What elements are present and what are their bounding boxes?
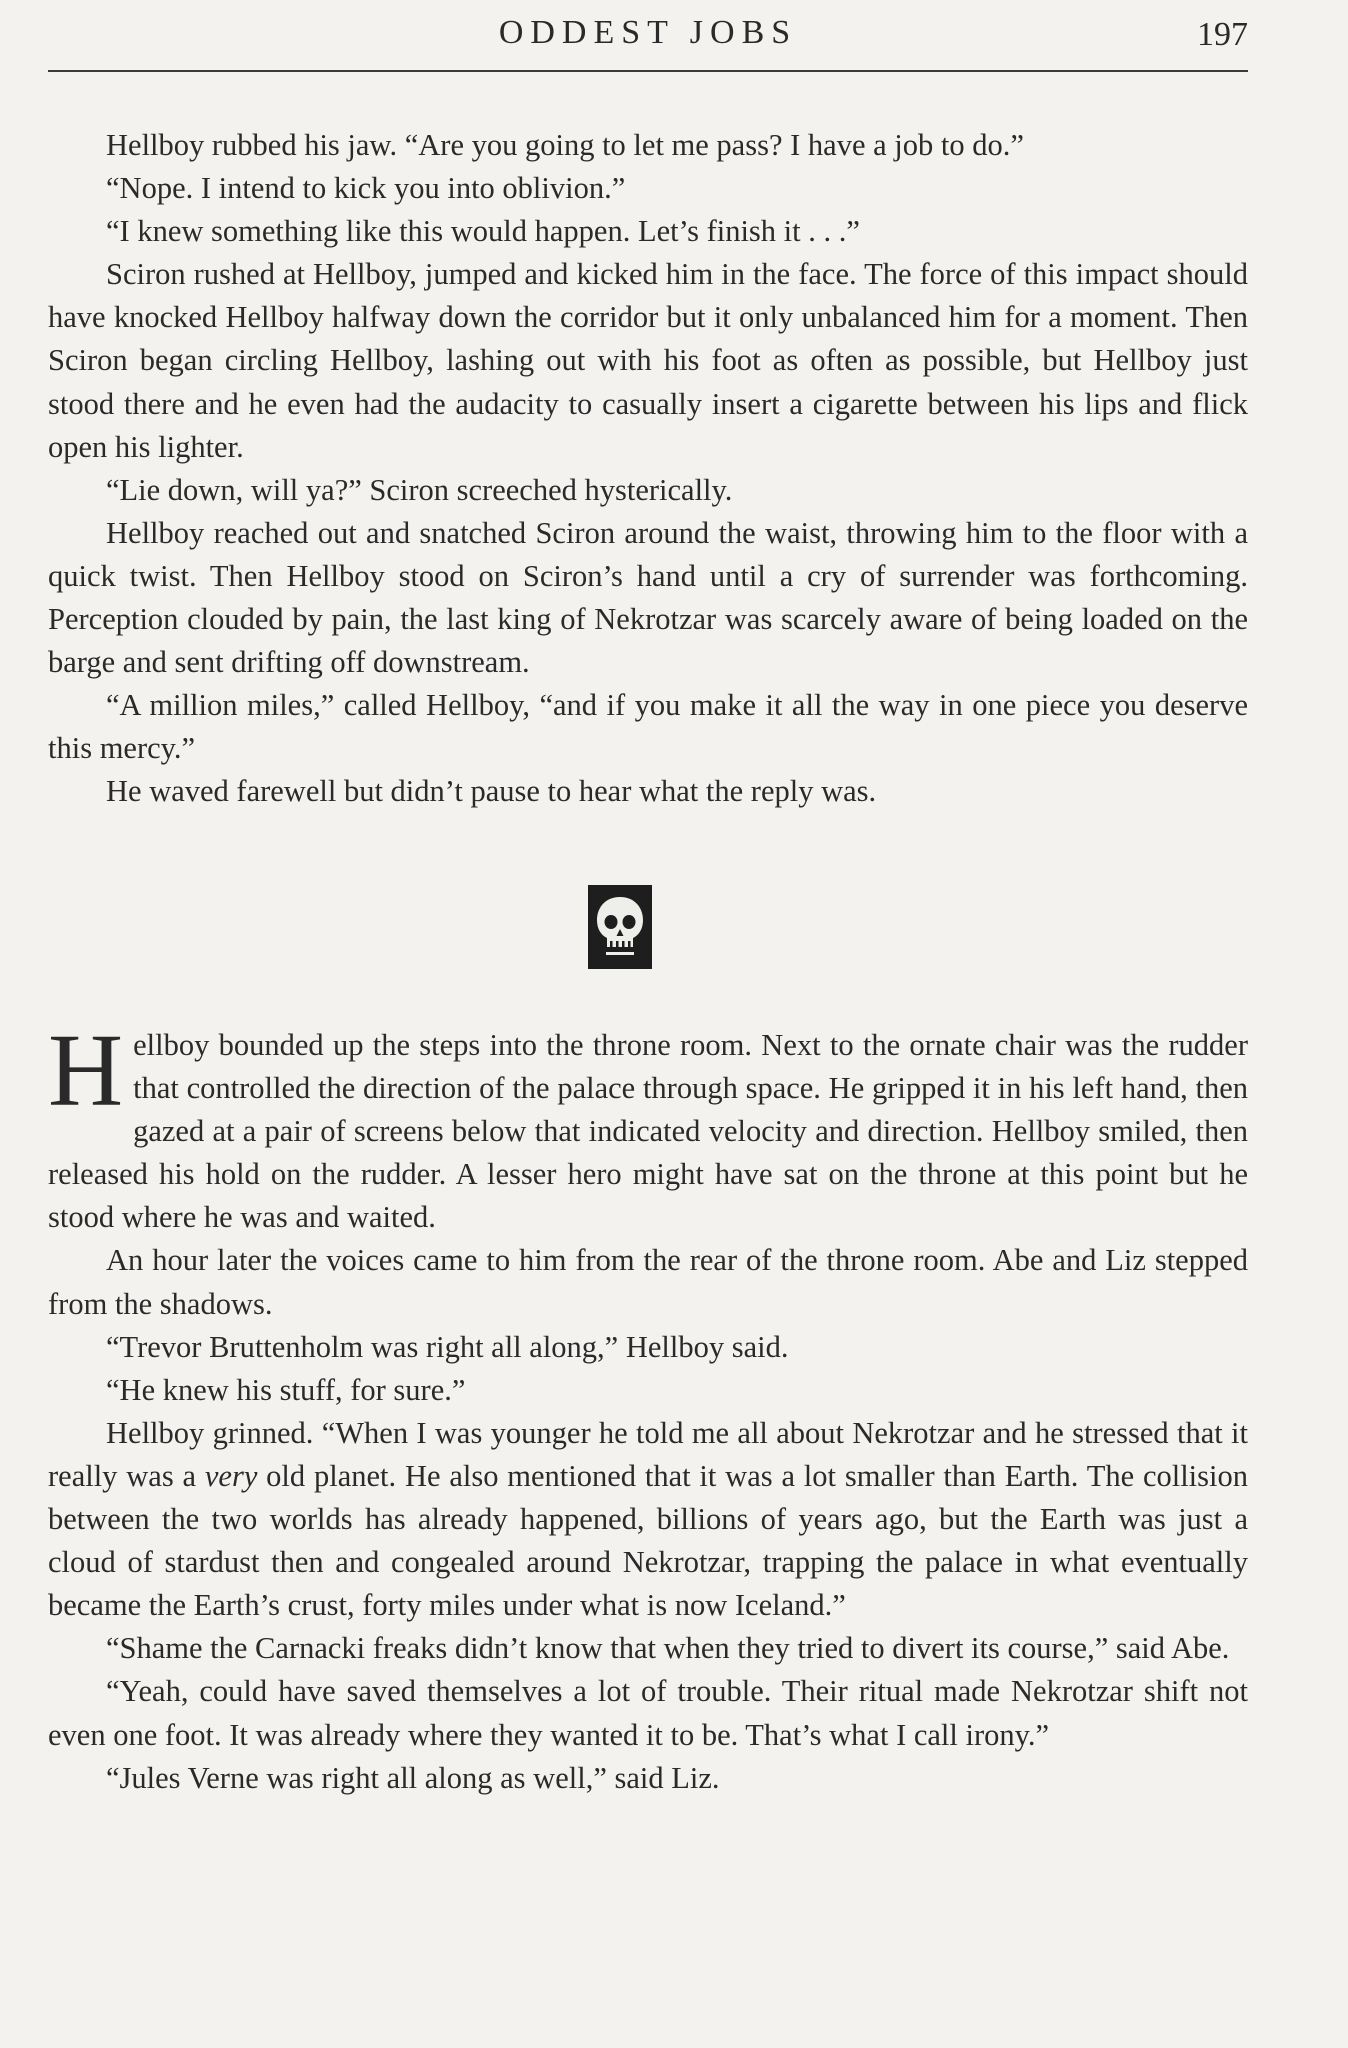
paragraph: Hellboy reached out and snatched Sciron around the waist, throwing him to the floor with a quick twist. Then Hellboy stood on Sciron’s hand until a cry of surrender was forthcoming. Perception clouded by pain, the last king of Nekrotzar was scarcely aware of being loaded on the barge and sent drifting off downstream. [48,515,1248,680]
opening-paragraph [48,1013,1248,1239]
emphasis: very [204,1458,258,1493]
paragraph [48,1412,1248,1627]
paragraph: “Yeah, could have saved themselves a lot of trouble. Their ritual made Nekrotzar shift not even one foot. It was already where they wanted it to be. That’s what I call irony.” [48,1674,1248,1752]
skull-icon [588,885,652,969]
section-2 [48,1013,1248,1800]
paragraph: He waved farewell but didn’t pause to hear what the reply was. [106,774,877,809]
paragraph: An hour later the voices came to him from the rear of the throne room. Abe and Liz stepped from the shadows. [48,1243,1248,1321]
paragraph: Hellboy rubbed his jaw. “Are you going to let me pass? I have a job to do.” [106,128,1024,162]
paragraph: “He knew his stuff, for sure.” [106,1372,466,1407]
drop-cap: H [48,1013,124,1128]
text-run: old planet. He also mentioned that it was a lot smaller than Earth. The collision between the two worlds has already happened, billions of years ago, but the Earth was just a cloud of stardust then and congealed around Nekrotzar, trapping the palace in what eventually became the Earth’s crust, forty miles under what is now Iceland.” [48,1458,1248,1623]
page-header [48,10,1248,70]
paragraph: “Shame the Carnacki freaks didn’t know that when they tried to divert its course,” said Abe. [106,1631,1230,1666]
paragraph: Sciron rushed at Hellboy, jumped and kicked him in the face. The force of this impact should have knocked Hellboy halfway down the corridor but it only unbalanced him for a moment. Then Sciron began circling Hellboy, lashing out with his foot as often as possible, but Hellboy just stood there and he even had the audacity to casually insert a cigarette between his lips and flick open his lighter. [48,257,1248,464]
paragraph: “A million miles,” called Hellboy, “and if you make it all the way in one piece you deserve this mercy.” [48,688,1248,766]
running-title: ODDEST JOBS [498,14,798,51]
paragraph: “Jules Verne was right all along as well,” said Liz. [106,1760,720,1795]
text-run: Hellboy grinned. “When I was younger he told me all about Nekrotzar and he stressed that it really was a [48,1415,1248,1493]
paragraph: “Lie down, will ya?” Sciron screeched hysterically. [106,472,733,507]
header-rule [48,70,1248,72]
page-number: 197 [1197,16,1248,53]
paragraph: “Nope. I intend to kick you into oblivion.” [106,171,626,206]
paragraph: “I knew something like this would happen. Let’s finish it . . .” [106,214,860,249]
paragraph: “Trevor Bruttenholm was right all along,” Hellboy said. [106,1329,789,1364]
section-1 [48,124,1248,814]
opening-text: ellboy bounded up the steps into the throne room. Next to the ornate chair was the rudder that controlled the direction of the palace through space. He gripped it in his left hand, then gazed at a pair of screens below that indicated velocity and direction. Hellboy smiled, then released his hold on the rudder. A lesser hero might have sat on the throne at this point but he stood where he was and waited. [48,1028,1248,1235]
